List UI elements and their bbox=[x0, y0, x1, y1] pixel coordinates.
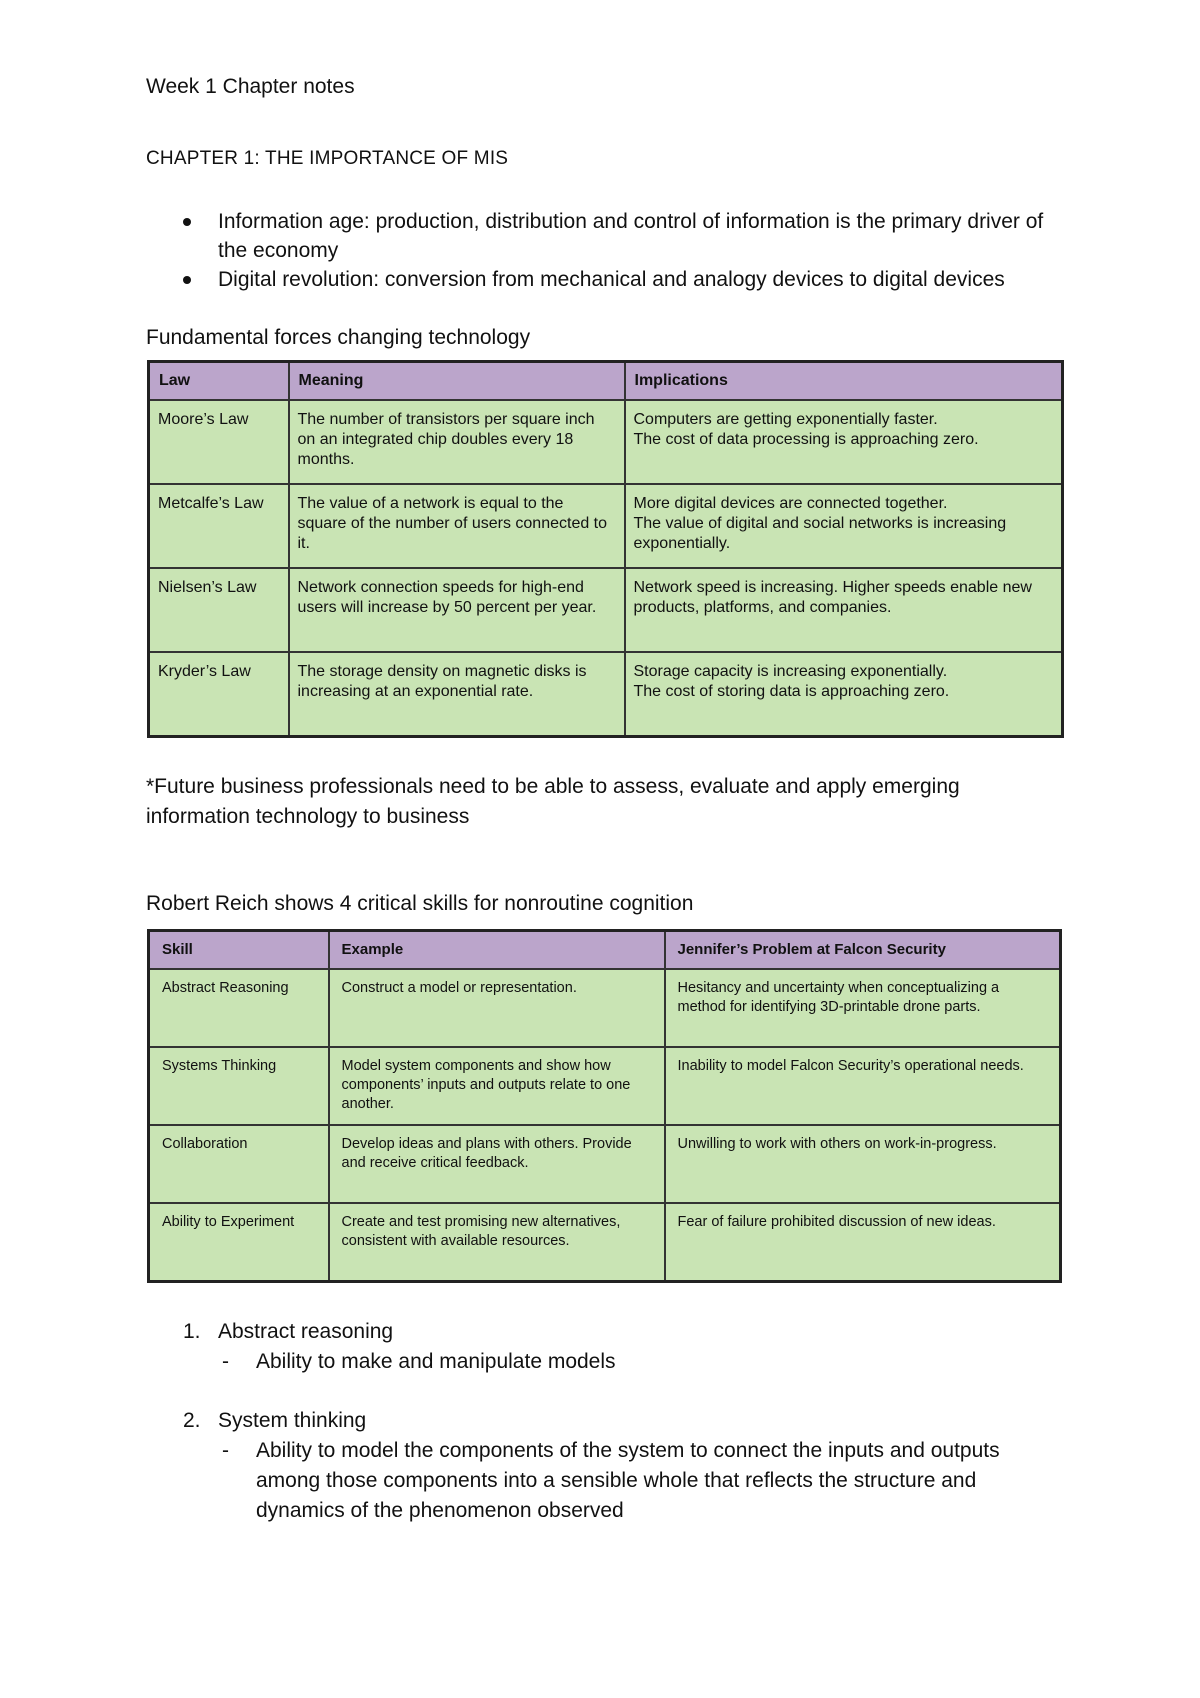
table-row bbox=[149, 1047, 1061, 1125]
law-name-cell: Moore’s Law bbox=[149, 400, 289, 484]
column-header: Jennifer’s Problem at Falcon Security bbox=[665, 931, 1061, 970]
item-title: Abstract reasoning bbox=[218, 1320, 394, 1343]
chapter-title: CHAPTER 1: THE IMPORTANCE OF MIS bbox=[146, 148, 509, 169]
bullet-item: Information age: production, distribution and control of information is the primary driver of the economy bbox=[146, 207, 1066, 265]
skill-example-cell: Model system components and show how components’ inputs and outputs relate to one another. bbox=[329, 1047, 665, 1125]
table-header-row bbox=[149, 362, 1063, 401]
skill-problem-cell: Inability to model Falcon Security’s operational needs. bbox=[665, 1047, 1061, 1125]
table-row bbox=[149, 652, 1063, 737]
skills-table bbox=[147, 929, 1062, 1283]
skill-example-cell: Create and test promising new alternatives, consistent with available resources. bbox=[329, 1203, 665, 1282]
skill-name-cell: Ability to Experiment bbox=[149, 1203, 329, 1282]
law-meaning-cell: The number of transistors per square inch on an integrated chip doubles every 18 months. bbox=[289, 400, 625, 484]
law-name-cell: Metcalfe’s Law bbox=[149, 484, 289, 568]
table-header-row bbox=[149, 931, 1061, 970]
note-paragraph: *Future business professionals need to be able to assess, evaluate and apply emerging information technology to business bbox=[146, 775, 960, 828]
bullet-item: Digital revolution: conversion from mechanical and analogy devices to digital devices bbox=[146, 265, 1066, 294]
skill-problem-cell: Fear of failure prohibited discussion of new ideas. bbox=[665, 1203, 1061, 1282]
law-implications-cell: Storage capacity is increasing exponentially. The cost of storing data is approaching zero. bbox=[625, 652, 1063, 737]
law-name-cell: Nielsen’s Law bbox=[149, 568, 289, 652]
table-row bbox=[149, 568, 1063, 652]
laws-table bbox=[147, 360, 1064, 738]
column-header: Skill bbox=[149, 931, 329, 970]
law-meaning-cell: The storage density on magnetic disks is increasing at an exponential rate. bbox=[289, 652, 625, 737]
numbered-item bbox=[146, 1317, 1066, 1377]
column-header: Implications bbox=[625, 362, 1063, 401]
law-implications-cell: Computers are getting exponentially faster. The cost of data processing is approaching zero. bbox=[625, 400, 1063, 484]
item-number: 2. bbox=[183, 1409, 201, 1432]
dash-marker: - bbox=[222, 1350, 229, 1373]
law-name-cell: Kryder’s Law bbox=[149, 652, 289, 737]
table-row bbox=[149, 1125, 1061, 1203]
dash-marker: - bbox=[222, 1439, 229, 1462]
table-row bbox=[149, 400, 1063, 484]
laws-section-title: Fundamental forces changing technology bbox=[146, 326, 531, 349]
skill-example-cell: Construct a model or representation. bbox=[329, 969, 665, 1047]
item-title: System thinking bbox=[218, 1409, 367, 1432]
law-meaning-cell: Network connection speeds for high-end users will increase by 50 percent per year. bbox=[289, 568, 625, 652]
skill-name-cell: Systems Thinking bbox=[149, 1047, 329, 1125]
item-detail: Ability to model the components of the system to connect the inputs and outputs among those components into a sensible whole that reflects the structure and dynamics of the phenomenon observed bbox=[256, 1439, 1000, 1522]
column-header: Meaning bbox=[289, 362, 625, 401]
table-row bbox=[149, 969, 1061, 1047]
table-row bbox=[149, 484, 1063, 568]
skill-problem-cell: Hesitancy and uncertainty when conceptualizing a method for identifying 3D-printable drone parts. bbox=[665, 969, 1061, 1047]
column-header: Law bbox=[149, 362, 289, 401]
skill-example-cell: Develop ideas and plans with others. Provide and receive critical feedback. bbox=[329, 1125, 665, 1203]
numbered-item bbox=[146, 1406, 1066, 1526]
item-number: 1. bbox=[183, 1320, 201, 1343]
skill-name-cell: Abstract Reasoning bbox=[149, 969, 329, 1047]
column-header: Example bbox=[329, 931, 665, 970]
law-meaning-cell: The value of a network is equal to the square of the number of users connected to it. bbox=[289, 484, 625, 568]
item-detail: Ability to make and manipulate models bbox=[256, 1350, 616, 1373]
document-header: Week 1 Chapter notes bbox=[146, 75, 355, 98]
table-row bbox=[149, 1203, 1061, 1282]
skill-name-cell: Collaboration bbox=[149, 1125, 329, 1203]
skill-problem-cell: Unwilling to work with others on work-in-progress. bbox=[665, 1125, 1061, 1203]
skills-section-title: Robert Reich shows 4 critical skills for nonroutine cognition bbox=[146, 892, 694, 915]
law-implications-cell: Network speed is increasing. Higher speeds enable new products, platforms, and companies. bbox=[625, 568, 1063, 652]
law-implications-cell: More digital devices are connected together. The value of digital and social networks is increasing exponentially. bbox=[625, 484, 1063, 568]
bullet-list bbox=[146, 207, 1066, 294]
